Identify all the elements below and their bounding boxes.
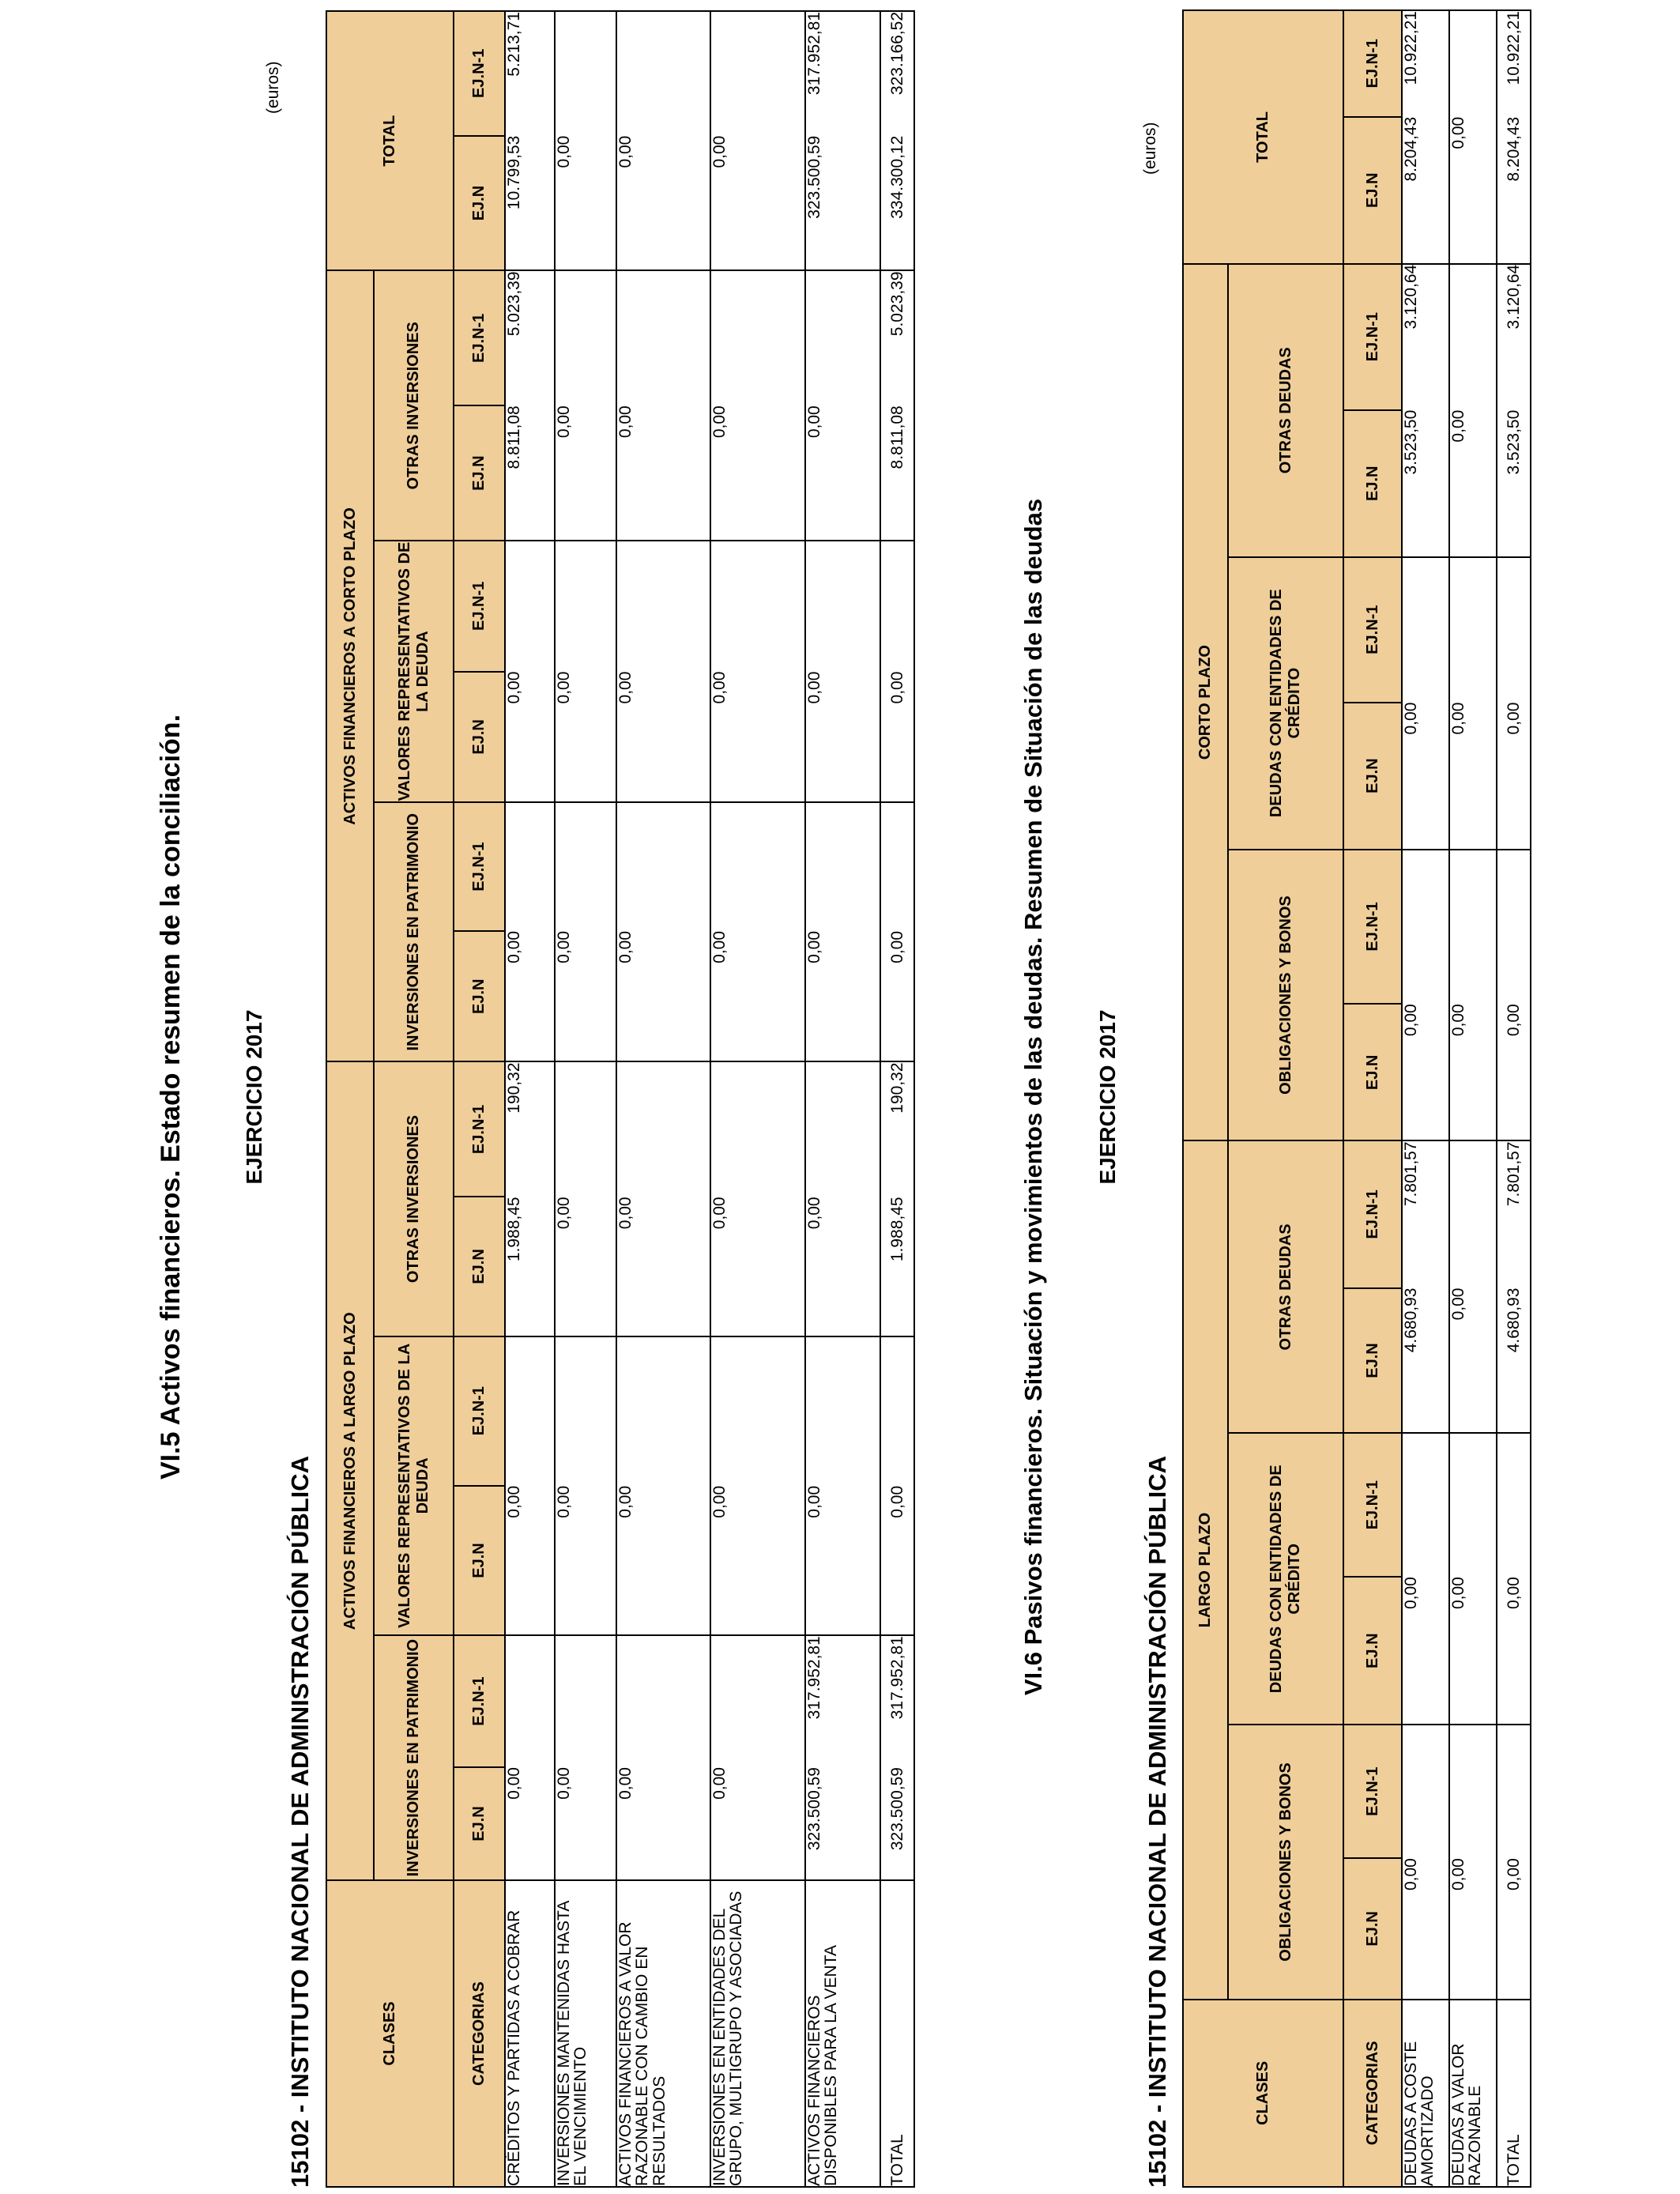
value-cell: 0,00 <box>710 136 805 271</box>
section2-units: (euros) <box>1141 122 1159 175</box>
category-cell: ACTIVOS FINANCIEROS DISPONIBLES PARA LA VENTA <box>805 1880 880 2187</box>
col-ejn: EJ.N <box>1343 1858 1402 2000</box>
col-ejn: EJ.N <box>454 1767 505 1880</box>
value-cell <box>1402 557 1449 703</box>
clases-header: CLASES <box>1183 2000 1343 2187</box>
value-cell: 0,00 <box>880 672 914 803</box>
value-cell <box>505 1336 555 1486</box>
value-cell <box>1449 850 1497 1005</box>
col-ejn1: EJ.N-1 <box>454 541 505 672</box>
value-cell: 4.680,93 <box>1402 1288 1449 1434</box>
cp-otras-inversiones-header: OTRAS INVERSIONES <box>374 270 454 541</box>
table-row <box>710 11 805 2187</box>
value-cell: 0,00 <box>1449 1004 1497 1140</box>
value-cell <box>1497 557 1531 703</box>
value-cell: 0,00 <box>555 1486 616 1635</box>
col-ejn: EJ.N <box>454 1486 505 1635</box>
value-cell: 10.799,53 <box>505 136 555 271</box>
value-cell: 0,00 <box>805 1486 880 1635</box>
value-cell: 0,00 <box>616 1486 710 1635</box>
value-cell <box>880 802 914 931</box>
category-cell: INVERSIONES MANTENIDAS HASTA EL VENCIMIENTO <box>555 1880 616 2187</box>
value-cell <box>1497 1725 1531 1858</box>
value-cell: 0,00 <box>1497 1858 1531 2000</box>
category-cell: INVERSIONES EN ENTIDADES DEL GRUPO, MULTIGRUPO Y ASOCIADAS <box>710 1880 805 2187</box>
value-cell: 0,00 <box>880 1486 914 1635</box>
col-ejn: EJ.N <box>1343 1004 1402 1140</box>
total-row <box>1497 10 1531 2187</box>
value-cell: 0,00 <box>805 672 880 803</box>
value-cell: 0,00 <box>1497 703 1531 850</box>
value-cell <box>805 1336 880 1486</box>
section1-entity: 15102 - INSTITUTO NACIONAL DE ADMINISTRACIÓN PÚBLICA <box>286 1455 314 2188</box>
value-cell: 8.811,08 <box>880 405 914 541</box>
categorias-header: CATEGORIAS <box>454 1880 505 2187</box>
value-cell <box>710 1062 805 1197</box>
value-cell: 317.952,81 <box>880 1635 914 1767</box>
value-cell: 0,00 <box>505 1486 555 1635</box>
value-cell: 1.988,45 <box>880 1197 914 1336</box>
cp-deudas-entidades-credito-header: DEUDAS CON ENTIDADES DE CRÉDITO <box>1228 557 1343 850</box>
value-cell: 7.801,57 <box>1497 1140 1531 1287</box>
value-cell: 10.922,21 <box>1497 10 1531 117</box>
lp-deudas-entidades-credito-header: DEUDAS CON ENTIDADES DE CRÉDITO <box>1228 1433 1343 1725</box>
col-ejn1: EJ.N-1 <box>1343 557 1402 703</box>
section2-entity: 15102 - INSTITUTO NACIONAL DE ADMINISTRACIÓN PÚBLICA <box>1143 1455 1171 2188</box>
value-cell <box>1449 264 1497 410</box>
col-ejn1: EJ.N-1 <box>454 802 505 931</box>
value-cell: 0,00 <box>805 405 880 541</box>
value-cell <box>616 1062 710 1197</box>
assets-table <box>326 10 915 2188</box>
col-ejn1: EJ.N-1 <box>1343 850 1402 1005</box>
categorias-header: CATEGORIAS <box>1343 2000 1402 2187</box>
value-cell: 0,00 <box>710 931 805 1062</box>
value-cell: 0,00 <box>1497 1577 1531 1725</box>
section1-title: VI.5 Activos financieros. Estado resumen de la conciliación. <box>156 714 186 1480</box>
col-ejn1: EJ.N-1 <box>454 1336 505 1486</box>
col-ejn1: EJ.N-1 <box>454 270 505 405</box>
value-cell: 0,00 <box>555 405 616 541</box>
corto-plazo-header: ACTIVOS FINANCIEROS A CORTO PLAZO <box>326 270 374 1061</box>
largo-plazo-header: LARGO PLAZO <box>1183 1140 1228 1999</box>
value-cell: 0,00 <box>710 405 805 541</box>
value-cell <box>555 1336 616 1486</box>
section1-units: (euros) <box>264 61 282 114</box>
col-ejn: EJ.N <box>1343 117 1402 264</box>
value-cell: 334.300,12 <box>880 136 914 271</box>
value-cell <box>555 1635 616 1767</box>
category-cell: DEUDAS A COSTE AMORTIZADO <box>1402 2000 1449 2187</box>
col-ejn: EJ.N <box>454 931 505 1062</box>
value-cell: 0,00 <box>616 931 710 1062</box>
corto-plazo-header: CORTO PLAZO <box>1183 264 1228 1141</box>
col-ejn1: EJ.N-1 <box>454 1062 505 1197</box>
col-ejn1: EJ.N-1 <box>1343 1433 1402 1577</box>
value-cell <box>710 270 805 405</box>
col-ejn: EJ.N <box>454 1197 505 1336</box>
value-cell: 0,00 <box>616 1197 710 1336</box>
value-cell: 0,00 <box>616 136 710 271</box>
value-cell <box>505 1635 555 1767</box>
table-row <box>616 11 710 2187</box>
cp-inversiones-patrimonio-header: INVERSIONES EN PATRIMONIO <box>374 802 454 1061</box>
col-ejn1: EJ.N-1 <box>1343 10 1402 117</box>
value-cell: 5.023,39 <box>505 270 555 405</box>
value-cell <box>616 270 710 405</box>
value-cell: 0,00 <box>555 672 616 803</box>
category-cell: TOTAL <box>880 1880 914 2187</box>
cp-valores-deuda-header: VALORES REPRESENTATIVOS DE LA DEUDA <box>374 541 454 802</box>
value-cell <box>710 1336 805 1486</box>
value-cell: 5.023,39 <box>880 270 914 405</box>
value-cell: 0,00 <box>880 931 914 1062</box>
value-cell <box>1449 1433 1497 1577</box>
liabilities-table <box>1182 9 1531 2188</box>
value-cell: 8.204,43 <box>1402 117 1449 264</box>
value-cell: 0,00 <box>1449 703 1497 850</box>
value-cell <box>710 802 805 931</box>
value-cell <box>505 541 555 672</box>
value-cell: 317.952,81 <box>805 11 880 136</box>
value-cell: 3.523,50 <box>1402 410 1449 557</box>
value-cell <box>880 541 914 672</box>
value-cell: 0,00 <box>555 931 616 1062</box>
value-cell: 0,00 <box>1449 410 1497 557</box>
value-cell <box>805 270 880 405</box>
col-ejn: EJ.N <box>1343 410 1402 557</box>
value-cell <box>710 1635 805 1767</box>
value-cell: 0,00 <box>710 1486 805 1635</box>
value-cell: 323.500,59 <box>805 1767 880 1880</box>
value-cell: 0,00 <box>505 672 555 803</box>
value-cell: 0,00 <box>1497 1004 1531 1140</box>
value-cell: 5.213,71 <box>505 11 555 136</box>
value-cell: 0,00 <box>805 1197 880 1336</box>
section2-ejercicio: EJERCICIO 2017 <box>1095 1009 1120 1185</box>
value-cell: 3.120,64 <box>1402 264 1449 410</box>
value-cell <box>880 1336 914 1486</box>
lp-valores-deuda-header: VALORES REPRESENTATIVOS DE LA DEUDA <box>374 1336 454 1636</box>
lp-inversiones-patrimonio-header: INVERSIONES EN PATRIMONIO <box>374 1635 454 1880</box>
category-cell: TOTAL <box>1497 2000 1531 2187</box>
value-cell: 7.801,57 <box>1402 1140 1449 1287</box>
category-cell: ACTIVOS FINANCIEROS A VALOR RAZONABLE CON CAMBIO EN RESULTADOS <box>616 1880 710 2187</box>
table-row <box>1402 10 1449 2187</box>
value-cell <box>555 802 616 931</box>
col-ejn: EJ.N <box>1343 1288 1402 1434</box>
cp-otras-deudas-header: OTRAS DEUDAS <box>1228 264 1343 557</box>
value-cell <box>710 541 805 672</box>
value-cell: 3.120,64 <box>1497 264 1531 410</box>
col-ejn: EJ.N <box>454 405 505 541</box>
lp-obligaciones-bonos-header: OBLIGACIONES Y BONOS <box>1228 1725 1343 1999</box>
value-cell: 0,00 <box>555 136 616 271</box>
value-cell <box>1449 1140 1497 1287</box>
section2-title: VI.6 Pasivos financieros. Situación y movimientos de las deudas. Resumen de Situación de las deudas <box>1019 498 1047 1696</box>
col-ejn1: EJ.N-1 <box>454 1635 505 1767</box>
value-cell <box>505 802 555 931</box>
value-cell: 1.988,45 <box>505 1197 555 1336</box>
col-ejn1: EJ.N-1 <box>454 11 505 136</box>
value-cell: 4.680,93 <box>1497 1288 1531 1434</box>
value-cell <box>555 11 616 136</box>
subheader-row <box>1343 10 1402 2187</box>
value-cell: 0,00 <box>505 1767 555 1880</box>
subheader-row <box>454 11 505 2187</box>
value-cell: 0,00 <box>616 672 710 803</box>
value-cell <box>1402 1725 1449 1858</box>
value-cell <box>616 541 710 672</box>
value-cell: 0,00 <box>1449 1288 1497 1434</box>
value-cell <box>805 1062 880 1197</box>
value-cell <box>1449 10 1497 117</box>
value-cell <box>1497 1433 1531 1577</box>
value-cell: 0,00 <box>1449 1858 1497 2000</box>
value-cell <box>710 11 805 136</box>
category-cell: CRÉDITOS Y PARTIDAS A COBRAR <box>505 1880 555 2187</box>
value-cell <box>555 270 616 405</box>
value-cell: 10.922,21 <box>1402 10 1449 117</box>
table-row <box>555 11 616 2187</box>
value-cell: 190,32 <box>505 1062 555 1197</box>
value-cell: 0,00 <box>505 931 555 1062</box>
value-cell <box>1497 850 1531 1005</box>
col-ejn: EJ.N <box>1343 703 1402 850</box>
value-cell: 323.500,59 <box>805 136 880 271</box>
value-cell: 0,00 <box>805 931 880 1062</box>
value-cell: 0,00 <box>1402 1004 1449 1140</box>
value-cell: 0,00 <box>1449 117 1497 264</box>
value-cell: 0,00 <box>1402 703 1449 850</box>
value-cell <box>555 541 616 672</box>
value-cell: 8.204,43 <box>1497 117 1531 264</box>
table-row <box>505 11 555 2187</box>
table-row <box>805 11 880 2187</box>
value-cell: 0,00 <box>555 1767 616 1880</box>
value-cell: 0,00 <box>710 1197 805 1336</box>
value-cell <box>616 802 710 931</box>
cp-obligaciones-bonos-header: OBLIGACIONES Y BONOS <box>1228 850 1343 1141</box>
value-cell: 0,00 <box>1402 1858 1449 2000</box>
value-cell: 0,00 <box>616 405 710 541</box>
value-cell <box>1402 1433 1449 1577</box>
largo-plazo-header: ACTIVOS FINANCIEROS A LARGO PLAZO <box>326 1062 374 1881</box>
value-cell <box>805 802 880 931</box>
col-ejn1: EJ.N-1 <box>1343 264 1402 410</box>
col-ejn1: EJ.N-1 <box>1343 1725 1402 1858</box>
value-cell: 317.952,81 <box>805 1635 880 1767</box>
col-ejn1: EJ.N-1 <box>1343 1140 1402 1287</box>
value-cell <box>805 541 880 672</box>
total-row <box>880 11 914 2187</box>
value-cell: 0,00 <box>710 1767 805 1880</box>
value-cell: 0,00 <box>710 672 805 803</box>
value-cell <box>1402 850 1449 1005</box>
col-ejn: EJ.N <box>1343 1577 1402 1725</box>
value-cell <box>616 1336 710 1486</box>
value-cell: 0,00 <box>1449 1577 1497 1725</box>
col-ejn: EJ.N <box>454 672 505 803</box>
value-cell: 323.166,52 <box>880 11 914 136</box>
section1-ejercicio: EJERCICIO 2017 <box>242 1009 266 1185</box>
col-ejn: EJ.N <box>454 136 505 271</box>
value-cell <box>616 11 710 136</box>
table-row <box>1449 10 1497 2187</box>
value-cell: 0,00 <box>1402 1577 1449 1725</box>
value-cell: 3.523,50 <box>1497 410 1531 557</box>
lp-otras-inversiones-header: OTRAS INVERSIONES <box>374 1062 454 1336</box>
value-cell: 8.811,08 <box>505 405 555 541</box>
total-header: TOTAL <box>1183 10 1343 264</box>
value-cell <box>616 1635 710 1767</box>
value-cell <box>1449 557 1497 703</box>
clases-header: CLASES <box>326 1880 454 2187</box>
lp-otras-deudas-header: OTRAS DEUDAS <box>1228 1140 1343 1433</box>
value-cell: 0,00 <box>555 1197 616 1336</box>
value-cell <box>555 1062 616 1197</box>
value-cell: 190,32 <box>880 1062 914 1197</box>
value-cell <box>1449 1725 1497 1858</box>
value-cell: 323.500,59 <box>880 1767 914 1880</box>
value-cell: 0,00 <box>616 1767 710 1880</box>
total-header: TOTAL <box>326 11 454 270</box>
category-cell: DEUDAS A VALOR RAZONABLE <box>1449 2000 1497 2187</box>
